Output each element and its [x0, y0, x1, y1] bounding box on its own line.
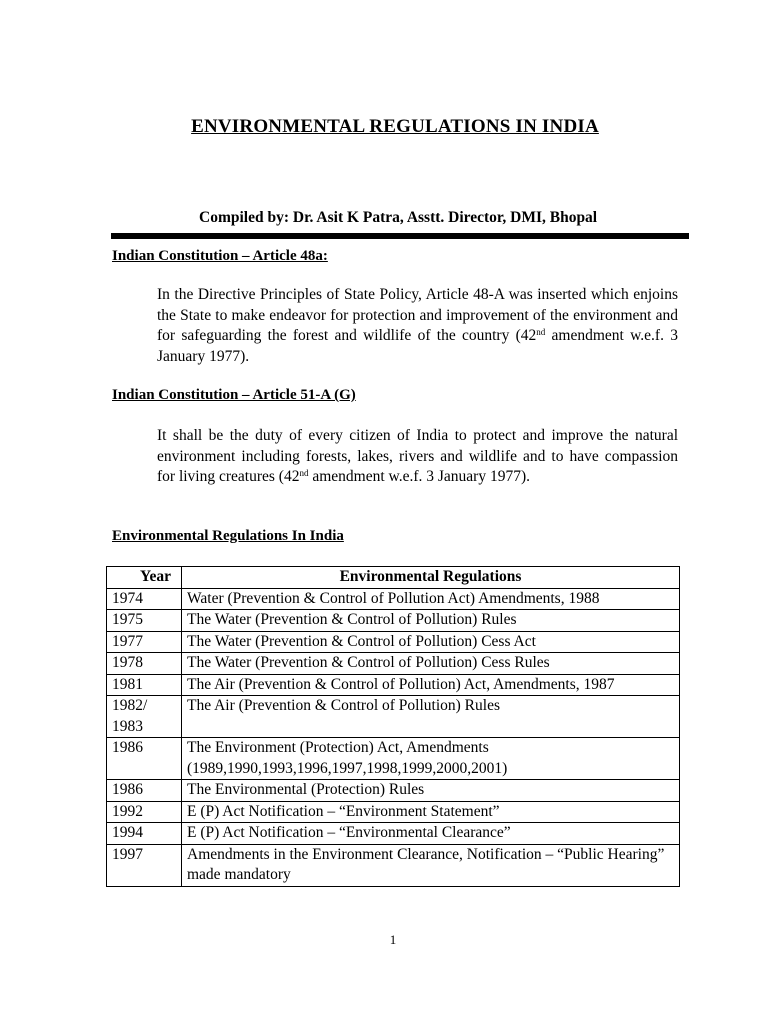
- table-row: [107, 588, 680, 610]
- table-row: [107, 610, 680, 632]
- table-row: [107, 780, 680, 802]
- table-row: [107, 823, 680, 845]
- year-cell: 1981: [107, 674, 182, 696]
- page-number: 1: [389, 932, 397, 947]
- table-row: [107, 674, 680, 696]
- table-row: [107, 653, 680, 675]
- year-cell: 1975: [107, 610, 182, 632]
- regulation-cell: The Environment (Protection) Act, Amendments (1989,1990,1993,1996,1997,1998,1999,2000,2001): [182, 738, 680, 780]
- regulation-cell: Amendments in the Environment Clearance, Notification – “Public Hearing” made mandatory: [182, 844, 680, 886]
- year-cell: 1978: [107, 653, 182, 675]
- regulation-cell: The Water (Prevention & Control of Pollution) Cess Rules: [182, 653, 680, 675]
- regulation-cell: The Water (Prevention & Control of Pollution) Rules: [182, 610, 680, 632]
- year-cell: 1974: [107, 588, 182, 610]
- column-header-year: Year: [107, 567, 182, 589]
- regulation-cell: E (P) Act Notification – “Environmental Clearance”: [182, 823, 680, 845]
- year-cell: 1992: [107, 801, 182, 823]
- year-cell: 1982/ 1983: [107, 696, 182, 738]
- paragraph-article-51a: It shall be the duty of every citizen of India to protect and improve the natural environment including forests, lakes, rivers and wildlife and to have compassion for living creatures (42nd amendment w.e.f. 3 January 1977).: [157, 427, 678, 485]
- regulation-cell: E (P) Act Notification – “Environment Statement”: [182, 801, 680, 823]
- heading-article-48a: Indian Constitution – Article 48a:: [112, 248, 328, 264]
- regulations-table: [106, 566, 680, 887]
- compiled-by-line: Compiled by: Dr. Asit K Patra, Asstt. Director, DMI, Bhopal: [199, 209, 598, 226]
- regulation-cell: The Air (Prevention & Control of Pollution) Act, Amendments, 1987: [182, 674, 680, 696]
- heavy-divider: [111, 233, 689, 239]
- year-cell: 1986: [107, 738, 182, 780]
- year-cell: 1997: [107, 844, 182, 886]
- regulation-cell: Water (Prevention & Control of Pollution Act) Amendments, 1988: [182, 588, 680, 610]
- regulation-cell: The Water (Prevention & Control of Pollution) Cess Act: [182, 631, 680, 653]
- table-row: [107, 738, 680, 780]
- heading-article-51a: Indian Constitution – Article 51-A (G): [112, 387, 356, 403]
- regulation-cell: The Environmental (Protection) Rules: [182, 780, 680, 802]
- table-header-row: [107, 567, 680, 589]
- year-cell: 1977: [107, 631, 182, 653]
- table-body: [107, 588, 680, 886]
- paragraph-article-48a: In the Directive Principles of State Policy, Article 48-A was inserted which enjoins the State to make endeavor for protection and improvement of the environment and for safeguarding the forest and wildlife of the country (42nd amendment w.e.f. 3 January 1977).: [157, 286, 678, 365]
- document-title: ENVIRONMENTAL REGULATIONS IN INDIA: [191, 116, 599, 137]
- year-cell: 1986: [107, 780, 182, 802]
- heading-environmental-regulations: Environmental Regulations In India: [112, 528, 344, 544]
- year-cell: 1994: [107, 823, 182, 845]
- table-row: [107, 696, 680, 738]
- table-row: [107, 631, 680, 653]
- column-header-regulations: Environmental Regulations: [182, 567, 680, 589]
- table-row: [107, 801, 680, 823]
- table-row: [107, 844, 680, 886]
- regulation-cell: The Air (Prevention & Control of Pollution) Rules: [182, 696, 680, 738]
